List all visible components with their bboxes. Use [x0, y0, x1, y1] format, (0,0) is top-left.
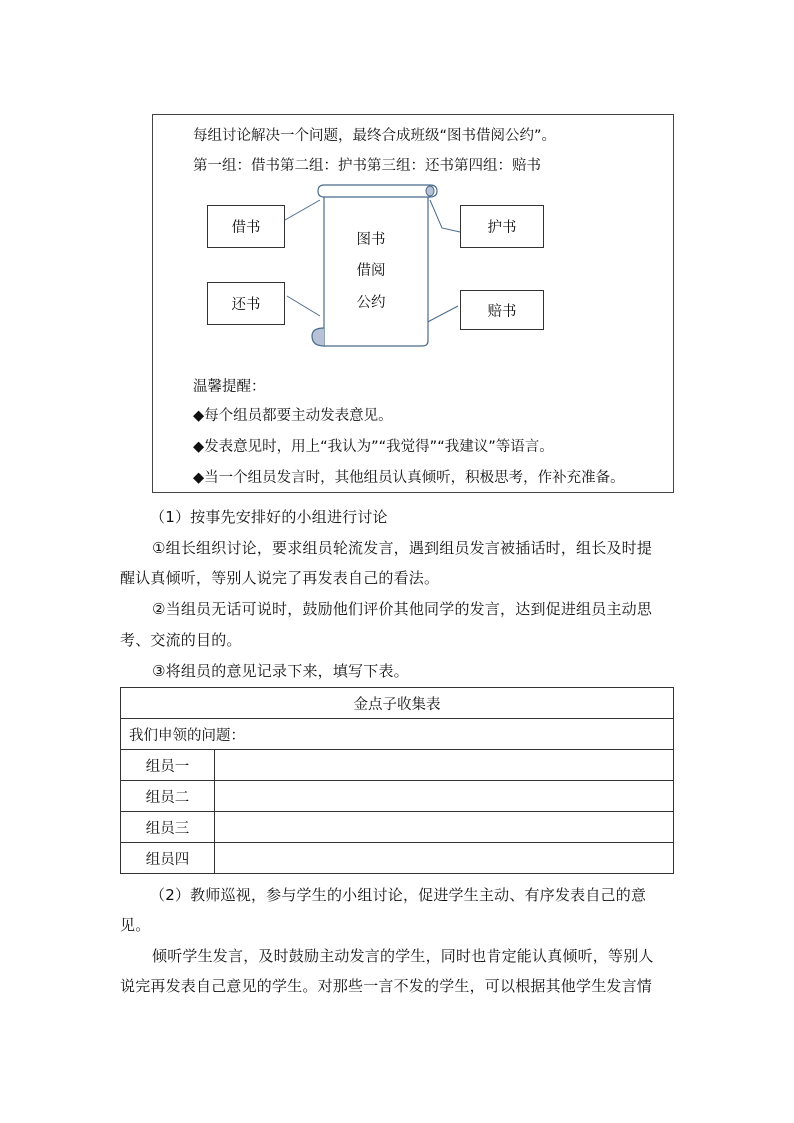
- connector-protect: [430, 200, 460, 232]
- activity-intro: 每组讨论解决一个问题，最终合成班级“图书借阅公约”。: [193, 128, 557, 144]
- step-2-line-1: （2）教师巡视，参与学生的小组讨论，促进学生主动、有序发表自己的意: [150, 886, 647, 904]
- paragraph-4-line-2: 说完再发表自己意见的学生。对那些一言不发的学生，可以根据其他学生发言情: [120, 977, 653, 995]
- paragraph-1-line-1: ①组长组织讨论，要求组员轮流发言，遇到组员发言被插话时，组长及时提: [152, 539, 653, 557]
- scroll-label-line1: 图书: [356, 232, 386, 248]
- question-label: 我们申领的问题：: [121, 719, 674, 750]
- table-row: [121, 812, 674, 843]
- connector-borrow: [285, 200, 320, 220]
- paragraph-1-line-2: 醒认真倾听，等别人说完了再发表自己的看法。: [120, 569, 440, 587]
- box-compensate: 赔书: [460, 290, 544, 330]
- box-borrow: 借书: [207, 205, 285, 248]
- scroll-top-curl: [426, 186, 434, 196]
- member-label: 组员三: [121, 812, 215, 843]
- box-protect: 护书: [460, 205, 544, 248]
- paragraph-3: ③将组员的意见记录下来，填写下表。: [152, 662, 409, 680]
- table-title: 金点子收集表: [121, 688, 674, 719]
- member-idea-cell: [215, 750, 674, 781]
- member-idea-cell: [215, 843, 674, 874]
- idea-collection-table: [120, 687, 674, 874]
- tips-title: 温馨提醒：: [193, 379, 266, 395]
- scroll-label-line2: 借阅: [356, 263, 386, 279]
- member-label: 组员二: [121, 781, 215, 812]
- table-row: [121, 750, 674, 781]
- box-return: 还书: [207, 282, 285, 325]
- member-label: 组员四: [121, 843, 215, 874]
- table-header-row: [121, 688, 674, 719]
- paragraph-2-line-2: 考、交流的目的。: [120, 631, 242, 649]
- member-label: 组员一: [121, 750, 215, 781]
- tip-item: ◆发表意见时，用上“我认为”“我觉得”“我建议”等语言。: [193, 439, 554, 455]
- paragraph-4-line-1: 倾听学生发言，及时鼓励主动发言的学生，同时也肯定能认真倾听，等别人: [152, 947, 654, 965]
- tip-item: ◆每个组员都要主动发表意见。: [193, 408, 393, 424]
- paragraph-2-line-1: ②当组员无话可说时，鼓励他们评价其他同学的发言，达到促进组员主动思: [152, 600, 653, 618]
- step-1-heading: （1）按事先安排好的小组进行讨论: [150, 508, 388, 526]
- scroll-top-roll: [318, 185, 437, 197]
- scroll-bottom-curl: [312, 328, 324, 346]
- table-row: [121, 781, 674, 812]
- member-idea-cell: [215, 812, 674, 843]
- connector-return: [287, 296, 320, 316]
- tip-item: ◆当一个组员发言时，其他组员认真倾听，积极思考，作补充准备。: [193, 470, 625, 486]
- group-assignments: 第一组：借书第二组：护书第三组：还书第四组：赔书: [193, 158, 541, 174]
- member-idea-cell: [215, 781, 674, 812]
- step-2-line-2: 见。: [120, 916, 151, 934]
- table-row: [121, 843, 674, 874]
- scroll-label-line3: 公约: [356, 295, 386, 311]
- table-question-row: [121, 719, 674, 750]
